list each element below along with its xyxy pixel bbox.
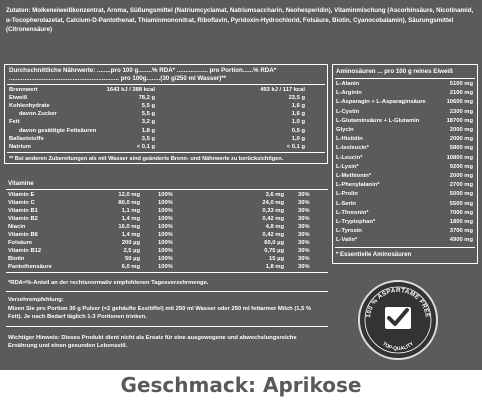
amino-value: 2700 mg bbox=[449, 182, 473, 189]
nutrition-row bbox=[5, 144, 327, 152]
amino-row bbox=[333, 182, 477, 190]
rda-note: *RDA=%-Anteil an der rechtsnormativ empfohlenen Tagesverzehrmenge. bbox=[8, 280, 209, 286]
nutrition-row bbox=[5, 119, 327, 127]
amino-acid-table bbox=[332, 64, 478, 264]
per-portion-value: 24,0 mg bbox=[262, 200, 284, 206]
ingredients-text: Zutaten: Molkeneiweißkonzentrat, Aroma, Süßungsmittel (Natriumcyclamat, Natriumsaccharin, Neohesperidin), Vitaminmischung (Ascorbinsäure, Nicotinamid, α-Tocopherolazetat, Calcium-D-Pantothenat, Thiaminmononitrat, Riboflavin, Pyridoxin-Hydrochlorid, Folsäure, Biotin, Cyanocobalamin), Säurungsmittel (Citronensäure) bbox=[6, 7, 474, 33]
amino-value: 9200 mg bbox=[449, 163, 473, 170]
amino-name: L-Arginin bbox=[336, 90, 362, 97]
amino-row bbox=[333, 155, 477, 163]
nutrition-header-2: ................................................................ pro 100g........(30 g/250 ml Wasser)** bbox=[9, 75, 227, 82]
per-portion-value: 1,6 g bbox=[291, 111, 305, 118]
rda-100g-value: 100% bbox=[158, 192, 173, 198]
per-portion-value: 0,75 µg bbox=[264, 248, 284, 254]
amino-value: 2300 mg bbox=[449, 108, 473, 115]
amino-value: 5500 mg bbox=[449, 200, 473, 207]
nutrient-name: Fett bbox=[9, 119, 20, 126]
nutrition-footnote: ** Bei anderen Zubereitungen als mit Wasser sind geänderte Brenn- und Nährwerte zu berücksichtigen. bbox=[9, 156, 284, 162]
amino-note: * Essentielle Aminosäuren bbox=[336, 252, 412, 258]
per-100g-value: < 0,1 g bbox=[136, 143, 155, 150]
amino-name: L-Valin* bbox=[336, 237, 358, 244]
amino-row bbox=[333, 127, 477, 135]
recommendation-title: Verzehrempfehlung: bbox=[8, 297, 64, 303]
checkmark-icon bbox=[385, 307, 411, 329]
amino-value: 3700 mg bbox=[449, 228, 473, 235]
amino-name: L-Prolin bbox=[336, 191, 358, 198]
amino-row bbox=[333, 164, 477, 172]
per-100g-value: 5,5 g bbox=[141, 103, 155, 110]
nutrition-row bbox=[5, 87, 327, 95]
aspartame-free-badge bbox=[358, 280, 438, 360]
nutrition-row bbox=[5, 136, 327, 144]
vitamin-name: Vitamin E bbox=[8, 192, 35, 198]
amino-row bbox=[333, 191, 477, 199]
amino-value: 2000 mg bbox=[449, 136, 473, 143]
amino-name: L-Serin bbox=[336, 200, 356, 207]
amino-name: L-Alanin bbox=[336, 81, 360, 87]
amino-name: L-Asparagin + L-Asparaginsäure bbox=[336, 99, 426, 106]
amino-row bbox=[333, 210, 477, 218]
amino-value: 4900 mg bbox=[449, 237, 473, 244]
rda-portion-value: 30% bbox=[298, 224, 310, 230]
per-100g-value: 12,0 mg bbox=[118, 192, 140, 198]
amino-row bbox=[333, 201, 477, 209]
vitamin-name: Vitamin B6 bbox=[8, 232, 38, 238]
badge-graphic bbox=[360, 282, 436, 358]
per-portion-value: 3,6 mg bbox=[265, 192, 284, 198]
vitamin-name: Vitamin B12 bbox=[8, 248, 42, 254]
rda-100g-value: 100% bbox=[158, 248, 173, 254]
amino-value: 10800 mg bbox=[446, 154, 473, 161]
amino-name: L-Lysin* bbox=[336, 163, 359, 170]
per-portion-value: 1,6 g bbox=[291, 103, 305, 110]
rda-portion-value: 30% bbox=[298, 200, 310, 206]
rda-100g-value: 100% bbox=[158, 200, 173, 206]
amino-value: 1800 mg bbox=[449, 219, 473, 225]
per-100g-value: 50 µg bbox=[125, 256, 140, 262]
amino-name: L-Threonin* bbox=[336, 209, 369, 216]
amino-row bbox=[333, 237, 477, 245]
nutrient-name: Kohlenhydrate bbox=[9, 103, 50, 110]
per-portion-value: 1,0 g bbox=[291, 135, 305, 142]
vitamin-name: Vitamin B2 bbox=[8, 216, 38, 222]
divider bbox=[335, 247, 475, 248]
vitamins-title: Vitamine bbox=[8, 180, 34, 187]
amino-value: 7000 mg bbox=[449, 209, 473, 216]
amino-name: L-Methionin* bbox=[336, 173, 372, 179]
per-portion-value: 1,8 mg bbox=[265, 264, 284, 270]
amino-row bbox=[333, 228, 477, 236]
badge-bottom-text: TOP-QUALITY bbox=[381, 341, 415, 353]
per-portion-value: 493 kJ / 117 kcal bbox=[260, 87, 305, 93]
rda-100g-value: 100% bbox=[158, 256, 173, 262]
per-100g-value: 2,5 µg bbox=[123, 248, 140, 254]
rda-portion-value: 30% bbox=[298, 256, 310, 262]
rda-portion-value: 30% bbox=[298, 264, 310, 270]
rda-100g-value: 100% bbox=[158, 264, 173, 270]
recommendation-text: Mixen Sie pro Portion 30 g Pulver (=2 gehäufte Esslöffel) mit 250 ml Wasser oder 250 ml fettarmer Milch (1,5 % Fett). Je nach Bedarf täglich 1-3 Portionen trinken. bbox=[8, 306, 312, 320]
divider bbox=[7, 84, 325, 85]
per-portion-value: 60,0 µg bbox=[264, 240, 284, 246]
per-100g-value: 3,5 g bbox=[141, 135, 155, 142]
per-portion-value: 15 µg bbox=[269, 256, 284, 262]
nutrition-row bbox=[5, 103, 327, 111]
amino-name: L-Histidin bbox=[336, 136, 363, 143]
amino-value: 2000 mg bbox=[449, 173, 473, 179]
rda-portion-value: 30% bbox=[298, 192, 310, 198]
amino-row bbox=[333, 90, 477, 98]
per-portion-value: 23,5 g bbox=[288, 95, 305, 102]
rda-100g-value: 100% bbox=[158, 216, 173, 222]
amino-value: 5000 mg bbox=[449, 191, 473, 198]
amino-row bbox=[333, 219, 477, 227]
nutrient-name: davon gesättigte Fettsäuren bbox=[19, 127, 97, 134]
warning-text: Wichtiger Hinweis: Dieses Produkt dient nicht als Ersatz für eine ausgewogene und abwechslungsreiche Ernährung und einen gesunden Lebensstil. bbox=[8, 335, 297, 349]
rda-100g-value: 100% bbox=[158, 224, 173, 230]
amino-row bbox=[333, 136, 477, 144]
per-portion-value: 4,8 mg bbox=[265, 224, 284, 230]
rda-portion-value: 30% bbox=[298, 216, 310, 222]
vitamin-name: Niacin bbox=[8, 224, 26, 230]
amino-row bbox=[333, 99, 477, 107]
nutrient-name: Eiweiß bbox=[9, 95, 28, 102]
per-portion-value: 0,42 mg bbox=[262, 216, 284, 222]
amino-name: L-Isoleucin* bbox=[336, 145, 369, 152]
amino-name: L-Leucin* bbox=[336, 154, 363, 161]
amino-name: L-Tryptophan* bbox=[336, 219, 376, 225]
amino-value: 5100 mg bbox=[449, 81, 473, 87]
badge-top-text: 100 % ASPARTAME FREE bbox=[365, 286, 431, 319]
per-100g-value: 200 µg bbox=[121, 240, 140, 246]
vitamin-name: Vitamin C bbox=[8, 200, 35, 206]
divider bbox=[6, 189, 328, 190]
per-100g-value: 1,4 mg bbox=[121, 232, 140, 238]
rda-portion-value: 30% bbox=[298, 208, 310, 214]
amino-value: 2000 mg bbox=[449, 127, 473, 133]
per-100g-value: 1,8 g bbox=[141, 127, 155, 134]
per-100g-value: 80,0 mg bbox=[118, 200, 140, 206]
nutrition-row bbox=[5, 128, 327, 136]
per-portion-value: 0,42 mg bbox=[262, 232, 284, 238]
amino-name: L-Tyrosin bbox=[336, 228, 362, 235]
per-100g-value: 1,4 mg bbox=[121, 216, 140, 222]
flavor-label: Geschmack: Aprikose bbox=[120, 373, 362, 397]
amino-name: Glycin bbox=[336, 127, 354, 133]
nutrition-row bbox=[5, 111, 327, 119]
vitamin-name: Folsäure bbox=[8, 240, 33, 246]
per-100g-value: 1643 kJ / 388 kcal bbox=[106, 87, 155, 93]
per-portion-value: < 0,1 g bbox=[286, 143, 305, 150]
per-100g-value: 1,1 mg bbox=[121, 208, 140, 214]
divider bbox=[6, 291, 328, 292]
vitamin-name: Vitamin B1 bbox=[8, 208, 38, 214]
nutrition-row bbox=[5, 95, 327, 103]
per-portion-value: 0,33 mg bbox=[262, 208, 284, 214]
nutrition-header-1: Durchschnittliche Nährwerte: ........pro 100 g........% RDA* .................. pro Portion......% RDA* bbox=[9, 67, 277, 74]
per-portion-value: 1,0 g bbox=[291, 119, 305, 126]
divider bbox=[6, 272, 328, 273]
nutrient-name: Ballaststoffe bbox=[9, 135, 44, 142]
per-100g-value: 16,0 mg bbox=[118, 224, 140, 230]
amino-value: 2100 mg bbox=[449, 90, 473, 97]
rda-100g-value: 100% bbox=[158, 240, 173, 246]
amino-name: L-Cystin bbox=[336, 108, 360, 115]
per-100g-value: 3,2 g bbox=[141, 119, 155, 126]
amino-value: 5800 mg bbox=[449, 145, 473, 152]
nutrient-name: davon Zucker bbox=[19, 111, 57, 118]
vitamin-name: Pantothensäure bbox=[8, 264, 52, 270]
rda-100g-value: 100% bbox=[158, 232, 173, 238]
per-portion-value: 0,5 g bbox=[291, 127, 305, 134]
nutrient-name: Natrium bbox=[9, 143, 31, 150]
divider bbox=[6, 326, 328, 327]
amino-value: 18700 mg bbox=[446, 117, 473, 124]
amino-value: 10600 mg bbox=[446, 99, 473, 106]
amino-row bbox=[333, 118, 477, 126]
vitamin-name: Biotin bbox=[8, 256, 25, 262]
rda-100g-value: 100% bbox=[158, 208, 173, 214]
per-100g-value: 5,5 g bbox=[141, 111, 155, 118]
nutrient-name: Brennwert bbox=[9, 87, 38, 93]
per-100g-value: 6,0 mg bbox=[121, 264, 140, 270]
amino-row bbox=[333, 81, 477, 89]
amino-row bbox=[333, 109, 477, 117]
rda-portion-value: 30% bbox=[298, 240, 310, 246]
divider bbox=[335, 78, 475, 79]
per-100g-value: 78,2 g bbox=[138, 95, 155, 102]
amino-row bbox=[333, 145, 477, 153]
divider bbox=[7, 152, 325, 153]
amino-name: L-Glutaminsäure + L-Glutamin bbox=[336, 117, 420, 124]
amino-name: L-Phenylalanin* bbox=[336, 182, 380, 189]
amino-row bbox=[333, 173, 477, 181]
rda-portion-value: 30% bbox=[298, 232, 310, 238]
rda-portion-value: 30% bbox=[298, 248, 310, 254]
amino-header: Aminosäuren ... pro 100 g reines Eiweiß bbox=[336, 68, 453, 75]
nutrition-table bbox=[4, 64, 328, 164]
